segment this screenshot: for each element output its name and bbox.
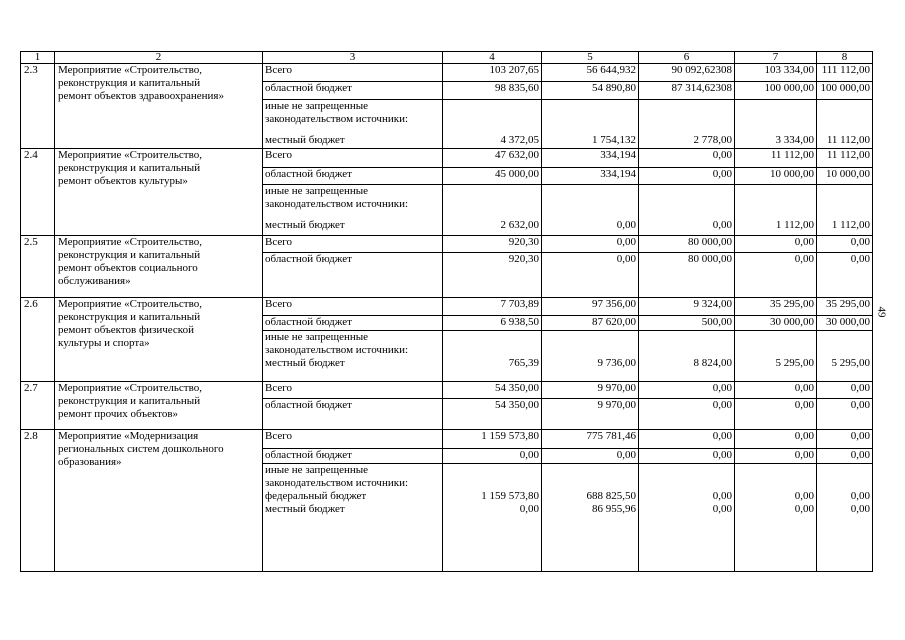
value-cell (443, 464, 542, 572)
value-cell: 0,00 (817, 399, 873, 430)
value-cell: 45 000,00 (443, 167, 542, 185)
value-cell: 103 207,65 (443, 64, 542, 82)
value-line: 2 632,00 (500, 219, 539, 232)
value-cell: 9 970,00 (542, 381, 639, 399)
value-cell: 1 159 573,80 (443, 430, 542, 449)
spacer (544, 344, 636, 357)
text-line: культуры и спорта» (58, 336, 150, 349)
funding-source (263, 381, 443, 399)
spacer (641, 477, 732, 490)
text-line: ремонт объектов здравоохранения» (58, 90, 224, 103)
value-cell: 6 938,50 (443, 315, 542, 331)
spacer (544, 198, 636, 211)
value-cell (542, 331, 639, 382)
value-cell: 500,00 (639, 315, 735, 331)
value-line: 1 112,00 (775, 219, 814, 232)
value-cell: 0,00 (639, 399, 735, 430)
spacer (445, 100, 539, 113)
spacer (641, 100, 732, 113)
text-line: областной бюджет (265, 399, 352, 412)
value-cell: 0,00 (817, 448, 873, 464)
value-cell: 0,00 (735, 430, 817, 449)
value-cell: 0,00 (735, 399, 817, 430)
text-line: реконструкция и капитальный (58, 162, 201, 175)
text-line: Мероприятие «Строительство, (58, 64, 202, 77)
spacer (737, 113, 814, 126)
measure-name (55, 64, 263, 149)
header-cell: 3 (263, 52, 443, 64)
header-row (21, 52, 873, 64)
spacer (544, 477, 636, 490)
text-line: местный бюджет (265, 219, 345, 232)
value-cell: 0,00 (639, 381, 735, 399)
funding-source (263, 81, 443, 99)
value-cell: 35 295,00 (817, 297, 873, 315)
spacer (445, 464, 539, 477)
table-row (21, 149, 873, 168)
value-line: 0,00 (850, 490, 870, 503)
spacer (641, 344, 732, 357)
spacer (737, 185, 814, 198)
value-cell (639, 99, 735, 149)
funding-source (263, 331, 443, 382)
value-cell: 11 112,00 (735, 149, 817, 168)
spacer (445, 331, 539, 344)
text-line: ремонт объектов культуры» (58, 175, 188, 188)
spacer (819, 100, 870, 113)
spacer (544, 464, 636, 477)
value-cell: 0,00 (542, 253, 639, 297)
value-cell (817, 185, 873, 236)
spacer (737, 126, 814, 134)
funding-source (263, 149, 443, 168)
text-line: федеральный бюджет (265, 490, 367, 503)
value-cell: 54 350,00 (443, 399, 542, 430)
text-line: областной бюджет (265, 81, 352, 94)
spacer (737, 344, 814, 357)
value-cell: 0,00 (735, 253, 817, 297)
text-line: реконструкция и капитальный (58, 394, 201, 407)
header-cell: 5 (542, 52, 639, 64)
value-cell: 11 112,00 (817, 149, 873, 168)
text-line: образования» (58, 456, 122, 469)
table-row (21, 430, 873, 449)
text-line: иные не запрещенные (265, 331, 369, 343)
value-cell: 80 000,00 (639, 253, 735, 297)
value-line: 2 778,00 (693, 133, 732, 146)
value-line: 1 754,132 (592, 133, 636, 146)
value-cell: 920,30 (443, 253, 542, 297)
spacer (265, 126, 440, 134)
spacer (641, 198, 732, 211)
value-cell (542, 464, 639, 572)
spacer (445, 198, 539, 211)
value-cell (817, 464, 873, 572)
spacer (819, 477, 870, 490)
value-cell (443, 331, 542, 382)
header-cell: 1 (21, 52, 55, 64)
value-cell (639, 331, 735, 382)
value-cell (735, 185, 817, 236)
value-cell: 97 356,00 (542, 297, 639, 315)
table-row (21, 297, 873, 315)
spacer (819, 185, 870, 198)
text-line: законодательством источники: (265, 344, 409, 356)
funding-source (263, 430, 443, 449)
spacer (819, 344, 870, 357)
funding-source (263, 399, 443, 430)
text-line: Всего (265, 64, 292, 77)
text-line: Мероприятие «Модернизация (58, 430, 199, 443)
text-line: ремонт объектов физической (58, 323, 194, 336)
value-line: 0,00 (850, 503, 870, 516)
measure-name (55, 297, 263, 381)
value-cell: 10 000,00 (817, 167, 873, 185)
value-cell: 100 000,00 (817, 81, 873, 99)
row-index: 2.6 (21, 297, 55, 381)
spacer (819, 211, 870, 219)
text-line: обслуживания» (58, 274, 131, 287)
value-cell: 56 644,932 (542, 64, 639, 82)
text-line: Всего (265, 381, 292, 394)
spacer (445, 211, 539, 219)
text-line: Мероприятие «Строительство, (58, 149, 202, 162)
value-cell (639, 185, 735, 236)
header-cell: 6 (639, 52, 735, 64)
text-line: областной бюджет (265, 253, 352, 266)
value-line: 4 372,05 (500, 133, 539, 146)
spacer (641, 185, 732, 198)
value-line: 5 295,00 (831, 357, 870, 369)
value-cell (817, 331, 873, 382)
text-line: Всего (265, 235, 292, 248)
value-cell (817, 99, 873, 149)
value-cell: 47 632,00 (443, 149, 542, 168)
text-line: ремонт прочих объектов» (58, 407, 179, 420)
value-cell: 0,00 (542, 448, 639, 464)
spacer (641, 113, 732, 126)
value-cell: 90 092,62308 (639, 64, 735, 82)
text-line: реконструкция и капитальный (58, 310, 201, 323)
spacer (819, 464, 870, 477)
text-line: реконструкция и капитальный (58, 77, 201, 90)
value-cell (735, 331, 817, 382)
value-cell (735, 99, 817, 149)
spacer (544, 113, 636, 126)
header-cell: 8 (817, 52, 873, 64)
table-body (21, 52, 873, 572)
funding-source (263, 167, 443, 185)
text-line: законодательством источники: (265, 477, 409, 490)
spacer (544, 331, 636, 344)
value-cell: 80 000,00 (639, 235, 735, 253)
spacer (544, 126, 636, 134)
spacer (819, 126, 870, 134)
value-line: 86 955,96 (592, 503, 636, 516)
value-cell: 0,00 (639, 448, 735, 464)
value-cell (443, 99, 542, 149)
value-line: 0,00 (519, 503, 539, 516)
spacer (445, 477, 539, 490)
row-index: 2.5 (21, 235, 55, 297)
value-line: 0,00 (794, 503, 814, 516)
funding-source (263, 99, 443, 149)
value-line: 0,00 (712, 503, 732, 516)
value-cell: 35 295,00 (735, 297, 817, 315)
text-line: иные не запрещенные (265, 185, 369, 198)
value-cell: 7 703,89 (443, 297, 542, 315)
funding-source (263, 297, 443, 315)
value-cell: 103 334,00 (735, 64, 817, 82)
value-cell: 334,194 (542, 149, 639, 168)
text-line: областной бюджет (265, 448, 352, 461)
spacer (737, 331, 814, 344)
value-cell: 100 000,00 (735, 81, 817, 99)
table-row (21, 64, 873, 82)
text-line: законодательством источники: (265, 198, 409, 211)
spacer (641, 211, 732, 219)
spacer (641, 464, 732, 477)
value-cell: 10 000,00 (735, 167, 817, 185)
spacer (544, 100, 636, 113)
spacer (265, 211, 440, 219)
value-cell: 0,00 (639, 430, 735, 449)
row-index: 2.7 (21, 381, 55, 430)
value-cell: 9 324,00 (639, 297, 735, 315)
funding-source (263, 64, 443, 82)
value-line: 688 825,50 (586, 490, 636, 503)
text-line: Всего (265, 297, 292, 310)
value-line: 0,00 (712, 219, 732, 232)
funding-source (263, 448, 443, 464)
spacer (819, 198, 870, 211)
value-cell: 0,00 (443, 448, 542, 464)
spacer (737, 477, 814, 490)
funding-source (263, 464, 443, 572)
value-cell: 9 970,00 (542, 399, 639, 430)
spacer (737, 464, 814, 477)
row-index: 2.8 (21, 430, 55, 572)
value-line: 9 736,00 (597, 357, 636, 369)
value-line: 0,00 (794, 490, 814, 503)
header-cell: 2 (55, 52, 263, 64)
text-line: местный бюджет (265, 357, 345, 369)
text-line: законодательством источники: (265, 112, 409, 125)
value-cell (542, 99, 639, 149)
value-cell: 775 781,46 (542, 430, 639, 449)
value-cell (443, 185, 542, 236)
text-line: региональных систем дошкольного (58, 443, 224, 456)
value-cell: 0,00 (817, 381, 873, 399)
row-index: 2.3 (21, 64, 55, 149)
measure-name (55, 149, 263, 236)
value-cell: 0,00 (542, 235, 639, 253)
text-line: Мероприятие «Строительство, (58, 381, 202, 394)
value-cell (542, 185, 639, 236)
value-cell: 30 000,00 (817, 315, 873, 331)
value-cell: 87 314,62308 (639, 81, 735, 99)
text-line: местный бюджет (265, 133, 345, 146)
value-line: 11 112,00 (826, 133, 870, 146)
table-row (21, 381, 873, 399)
value-cell: 87 620,00 (542, 315, 639, 331)
header-cell: 4 (443, 52, 542, 64)
funding-source (263, 253, 443, 297)
spacer (737, 198, 814, 211)
spacer (641, 126, 732, 134)
value-cell: 0,00 (735, 381, 817, 399)
text-line: Мероприятие «Строительство, (58, 297, 202, 310)
spacer (641, 331, 732, 344)
value-cell: 0,00 (817, 235, 873, 253)
value-cell: 0,00 (639, 149, 735, 168)
value-cell: 98 835,60 (443, 81, 542, 99)
text-line: реконструкция и капитальный (58, 248, 201, 261)
value-cell: 0,00 (639, 167, 735, 185)
funding-source (263, 235, 443, 253)
value-line: 1 159 573,80 (481, 490, 539, 503)
value-line: 8 824,00 (693, 357, 732, 369)
funding-source (263, 185, 443, 236)
value-line: 0,00 (616, 219, 636, 232)
spacer (445, 185, 539, 198)
text-line: областной бюджет (265, 167, 352, 180)
funding-source (263, 315, 443, 331)
table-row (21, 235, 873, 253)
text-line: ремонт объектов социального (58, 261, 198, 274)
value-cell: 54 890,80 (542, 81, 639, 99)
text-line: Всего (265, 149, 292, 162)
spacer (544, 185, 636, 198)
value-line: 1 112,00 (831, 219, 870, 232)
spacer (445, 126, 539, 134)
spacer (445, 113, 539, 126)
page-number: 49 (875, 306, 888, 318)
value-cell (735, 464, 817, 572)
value-cell: 0,00 (817, 430, 873, 449)
measure-name (55, 430, 263, 572)
value-cell: 334,194 (542, 167, 639, 185)
value-line: 765,39 (508, 357, 539, 369)
spacer (445, 344, 539, 357)
value-cell: 30 000,00 (735, 315, 817, 331)
spacer (819, 331, 870, 344)
budget-table (20, 51, 873, 572)
row-index: 2.4 (21, 149, 55, 236)
spacer (544, 211, 636, 219)
value-cell (639, 464, 735, 572)
value-line: 5 295,00 (775, 357, 814, 369)
spacer (819, 113, 870, 126)
text-line: Всего (265, 430, 292, 443)
value-line: 0,00 (712, 490, 732, 503)
text-line: иные не запрещенные (265, 464, 369, 477)
value-cell: 0,00 (735, 448, 817, 464)
text-line: местный бюджет (265, 503, 345, 516)
spacer (737, 211, 814, 219)
value-cell: 920,30 (443, 235, 542, 253)
header-cell: 7 (735, 52, 817, 64)
measure-name (55, 381, 263, 430)
value-cell: 54 350,00 (443, 381, 542, 399)
value-cell: 0,00 (735, 235, 817, 253)
text-line: областной бюджет (265, 315, 352, 328)
value-cell: 111 112,00 (817, 64, 873, 82)
text-line: Мероприятие «Строительство, (58, 235, 202, 248)
text-line: иные не запрещенные (265, 99, 369, 112)
measure-name (55, 235, 263, 297)
spacer (737, 100, 814, 113)
value-line: 3 334,00 (775, 133, 814, 146)
value-cell: 0,00 (817, 253, 873, 297)
